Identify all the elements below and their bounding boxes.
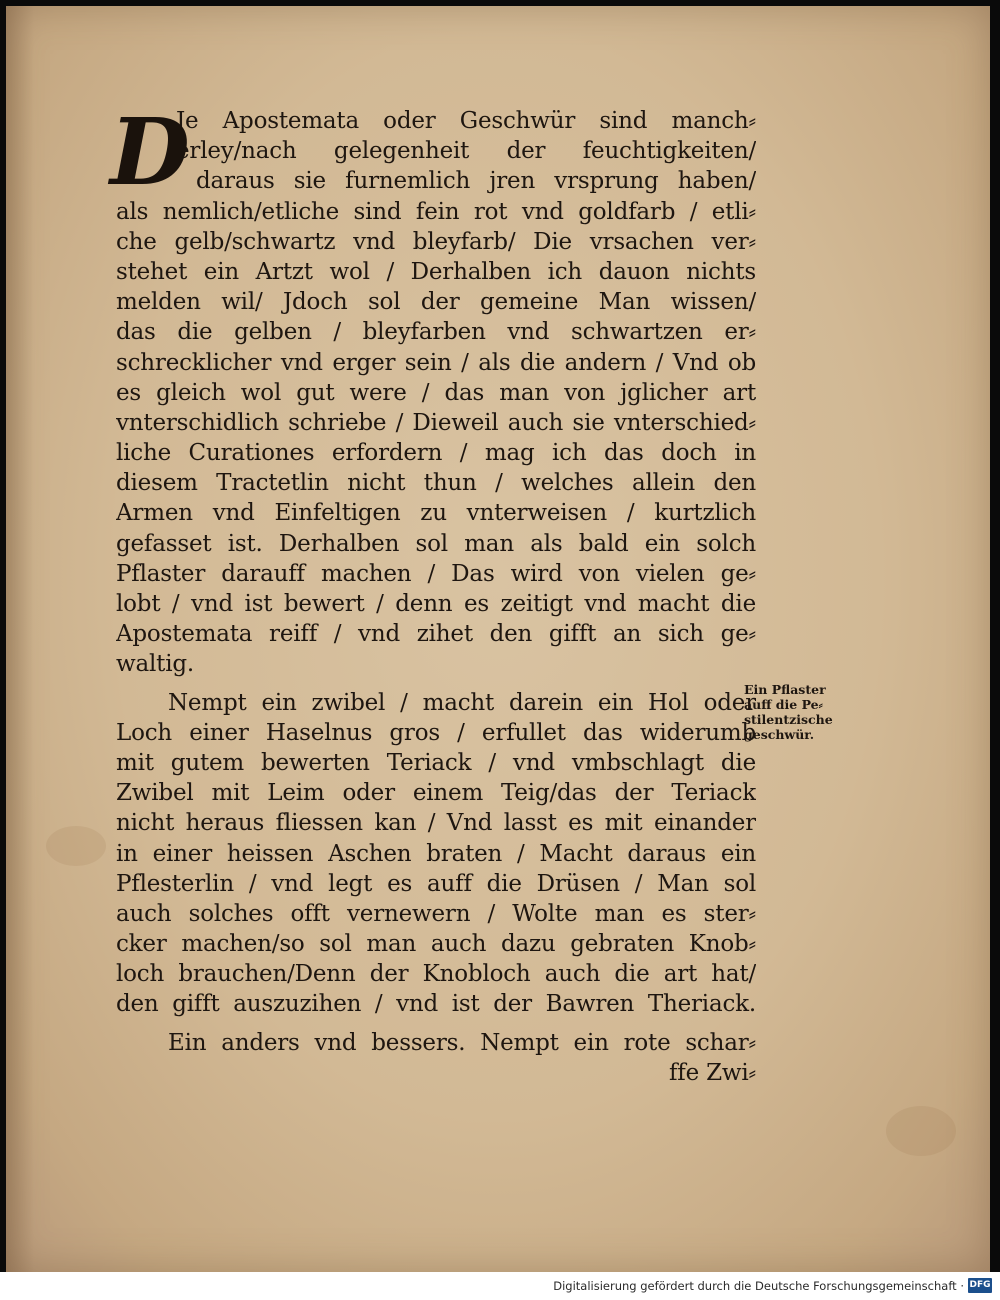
text-line: den gifft auszuzihen / vnd ist der Bawren Theriack. xyxy=(116,991,756,1018)
catchword: ffe Zwi⸗ xyxy=(668,1059,756,1086)
text-line: gefasset ist. Derhalben sol man als bald ein solch xyxy=(116,530,756,557)
drop-cap: D xyxy=(110,98,190,206)
marginal-note-line: auff die Pe⸗ xyxy=(744,697,823,712)
footer-bar xyxy=(0,1272,1000,1300)
text-line: liche Curationes erfordern / mag ich das doch in xyxy=(116,440,756,467)
scanned-page xyxy=(6,6,990,1272)
paragraph-1 xyxy=(116,106,756,680)
marginal-note xyxy=(744,682,854,742)
text-line: melden wil/ Jdoch sol der gemeine Man wissen/ xyxy=(116,289,756,316)
marginal-note-line: geschwür. xyxy=(744,727,815,742)
main-text xyxy=(110,98,756,1088)
text-line: loch brauchen/Denn der Knobloch auch die art hat/ xyxy=(116,961,756,988)
text-line: schrecklicher vnd erger sein / als die andern / Vnd ob xyxy=(116,349,756,376)
text-line: cker machen/so sol man auch dazu gebraten Knob⸗ xyxy=(116,931,756,958)
text-line: das die gelben / bleyfarben vnd schwartzen er⸗ xyxy=(116,319,756,346)
text-line: Ein anders vnd bessers. Nempt ein rote schar⸗ xyxy=(168,1029,756,1056)
text-line: es gleich wol gut were / das man von jglicher art xyxy=(116,379,756,406)
paragraph-2 xyxy=(116,688,756,1020)
text-line: auch solches offt vernewern / Wolte man es ster⸗ xyxy=(116,900,756,927)
text-line: Je Apostemata oder Geschwür sind manch⸗ xyxy=(176,108,756,134)
text-line: Loch einer Haselnus gros / erfullet das widerumb xyxy=(116,719,756,746)
text-line: nicht heraus fliessen kan / Vnd lasst es mit einander xyxy=(116,810,756,837)
text-line: Zwibel mit Leim oder einem Teig/das der Teriack xyxy=(116,780,756,807)
text-line: che gelb/schwartz vnd bleyfarb/ Die vrsachen ver⸗ xyxy=(116,228,756,255)
dfg-logo: DFG xyxy=(968,1278,992,1293)
text-line: Pflesterlin / vnd legt es auff die Drüsen / Man sol xyxy=(116,870,756,897)
text-line: Apostemata reiff / vnd zihet den gifft an sich ge⸗ xyxy=(116,621,756,648)
paragraph-3 xyxy=(116,1028,756,1088)
text-line: vnterschidlich schriebe / Dieweil auch sie vnterschied⸗ xyxy=(116,409,756,436)
text-line: waltig. xyxy=(116,651,194,678)
text-line: Pflaster darauff machen / Das wird von vielen ge⸗ xyxy=(116,560,756,587)
text-line: diesem Tractetlin nicht thun / welches allein den xyxy=(116,470,756,497)
text-line: Armen vnd Einfeltigen zu vnterweisen / kurtzlich xyxy=(116,500,756,527)
paper-stain xyxy=(886,1106,956,1156)
text-line: als nemlich/etliche sind fein rot vnd goldfarb / etli⸗ xyxy=(116,198,756,225)
text-line: lobt / vnd ist bewert / denn es zeitigt vnd macht die xyxy=(116,591,756,617)
text-line: daraus sie furnemlich jren vrsprung haben/ xyxy=(196,168,756,195)
marginal-note-line: stilentzische xyxy=(744,712,833,727)
text-line: stehet ein Artzt wol / Derhalben ich dauon nichts xyxy=(116,258,756,285)
funding-credit: Digitalisierung gefördert durch die Deutsche Forschungsgemeinschaft · xyxy=(553,1279,964,1293)
text-line: Nempt ein zwibel / macht darein ein Hol oder xyxy=(168,689,756,716)
text-line: mit gutem bewerten Teriack / vnd vmbschlagt die xyxy=(116,749,756,776)
text-line: erley/nach gelegenheit der feuchtigkeiten/ xyxy=(176,138,756,165)
text-line: in einer heissen Aschen braten / Macht daraus ein xyxy=(116,840,756,867)
paper-stain xyxy=(46,826,106,866)
marginal-note-line: Ein Pflaster xyxy=(744,682,826,697)
